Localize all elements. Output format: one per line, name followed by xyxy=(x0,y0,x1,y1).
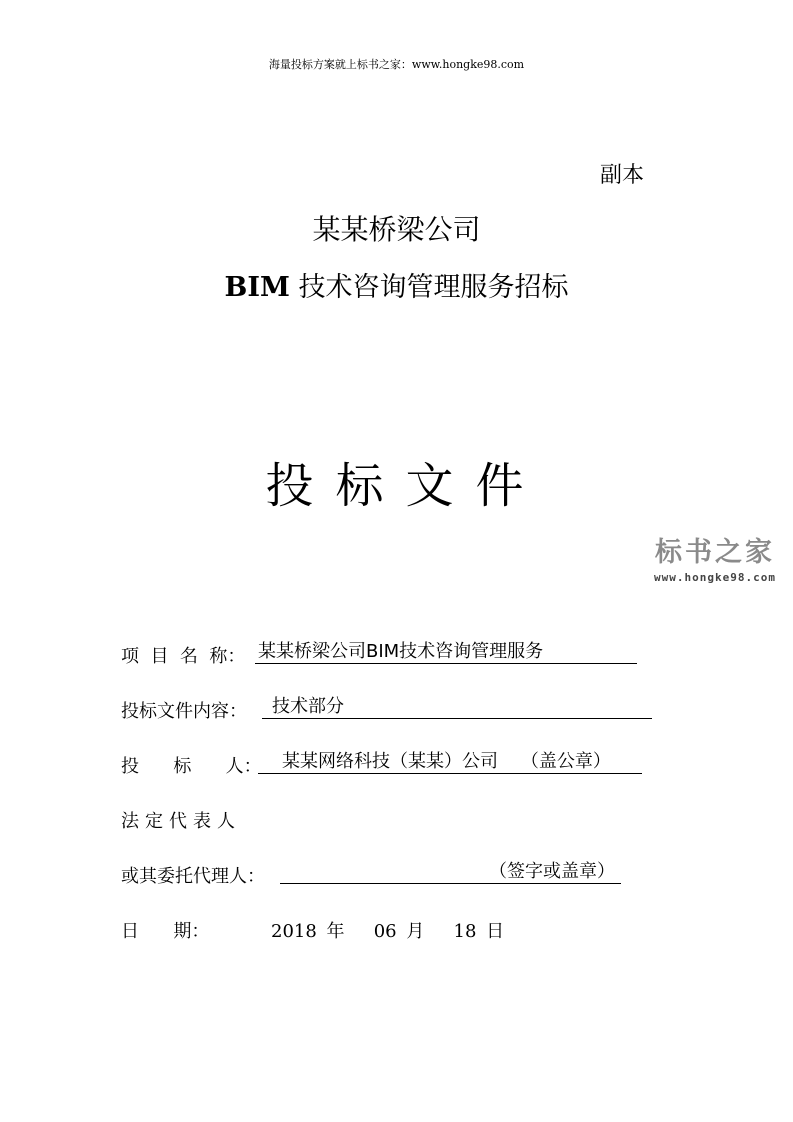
project-name-value: 某某桥梁公司BIM技术咨询管理服务 xyxy=(255,640,637,664)
date-label: 日 期： xyxy=(121,921,210,942)
page-header: 海量投标方案就上标书之家：www.hongke98.com xyxy=(268,58,525,71)
copy-label: 副本 xyxy=(600,163,645,188)
date-day: 18 xyxy=(453,921,477,942)
bidder-label: 投 标 人： xyxy=(121,756,262,777)
project-name-label: 项 目 名 称： xyxy=(121,646,246,667)
watermark-name: 标书之家 xyxy=(655,537,775,568)
date-year-unit: 年 xyxy=(326,921,345,942)
bidder-value: 某某网络科技（某某）公司 （盖公章） xyxy=(258,750,642,774)
title-line-2-rest: 技术咨询管理服务招标 xyxy=(289,272,569,303)
content-label: 投标文件内容： xyxy=(121,701,247,722)
date-month-unit: 月 xyxy=(406,921,425,942)
document-title: 投标文件 xyxy=(265,458,546,514)
title-bim: BIM xyxy=(224,272,290,303)
agent-label: 或其委托代理人： xyxy=(121,866,265,887)
content-value: 技术部分 xyxy=(262,695,652,719)
legal-rep-label: 法定代表人 xyxy=(121,811,241,832)
watermark-logo xyxy=(640,530,790,584)
date-year: 2018 xyxy=(271,921,317,942)
date-day-unit: 日 xyxy=(486,921,505,942)
title-line-2 xyxy=(0,265,793,304)
date-value xyxy=(271,917,504,943)
watermark-url: www.hongke98.com xyxy=(654,571,776,584)
title-line-1: 某某桥梁公司 xyxy=(312,213,481,246)
agent-signature-line: （签字或盖章） xyxy=(280,860,621,884)
date-month: 06 xyxy=(373,921,397,942)
